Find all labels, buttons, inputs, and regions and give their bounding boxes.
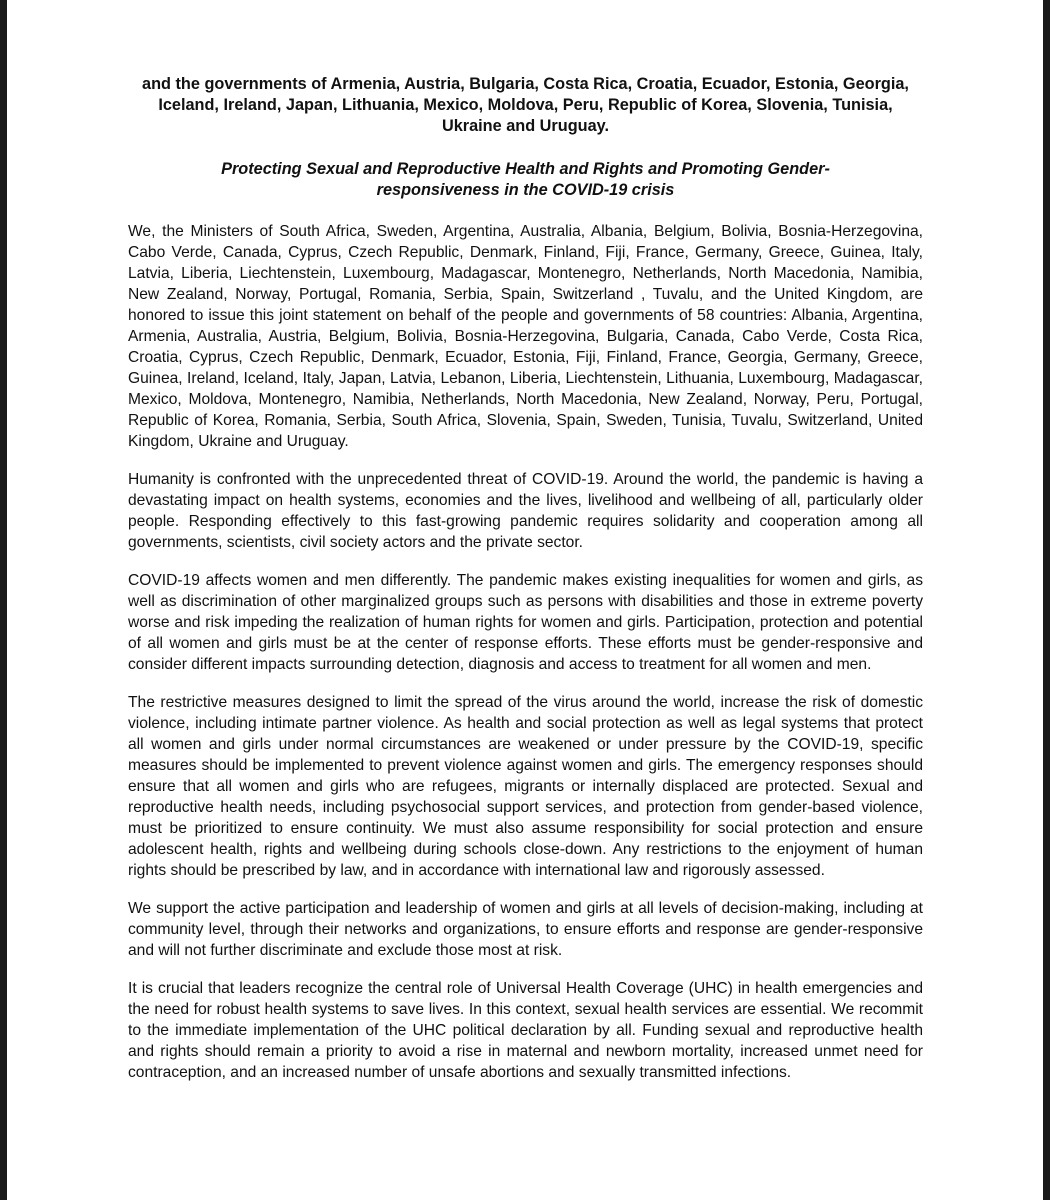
paragraph-uhc: It is crucial that leaders recognize the central role of Universal Health Coverage (UHC) in health emergencies and the need for robust health systems to save lives. In this context, sexual health services are essential. We recommit to the immediate implementation of the UHC political declaration by all. Funding sexual and reproductive health and rights should remain a priority to avoid a rise in maternal and newborn mortality, increased unmet need for contraception, and an increased number of unsafe abortions and sexually transmitted infections. [128,980,923,1081]
paragraph-humanity: Humanity is confronted with the unprecedented threat of COVID-19. Around the world, the pandemic is having a devastating impact on health systems, economies and the lives, livelihood and wellbeing of all, particularly older people. Responding effectively to this fast-growing pandemic requires solidarity and cooperation among all governments, scientists, civil society actors and the private sector. [128,471,923,551]
document-page [128,74,923,1083]
paragraph-covid-affects: COVID-19 affects women and men differently. The pandemic makes existing inequalities for women and girls, as well as discrimination of other marginalized groups such as persons with disabilities and those in extreme poverty worse and risk impeding the realization of human rights for women and girls. Participation, protection and potential of all women and girls must be at the center of response efforts. These efforts must be gender-responsive and consider different impacts surrounding detection, diagnosis and access to treatment for all women and men. [128,572,923,673]
right-dark-border [1043,0,1050,1200]
paragraph-participation: We support the active participation and leadership of women and girls at all levels of decision-making, including at community level, through their networks and organizations, to ensure efforts and response are gender-responsive and will not further discriminate and exclude those most at risk. [128,900,923,959]
governments-list: and the governments of Armenia, Austria, Bulgaria, Costa Rica, Croatia, Ecuador, Estonia, Georgia, Iceland, Ireland, Japan, Lithuania, Mexico, Moldova, Peru, Republic of Korea, Slovenia, Tunisia, Ukraine and Uruguay. [142,75,909,135]
paragraph-restrictive-measures: The restrictive measures designed to limit the spread of the virus around the world, increase the risk of domestic violence, including intimate partner violence. As health and social protection as well as legal systems that protect all women and girls under normal circumstances are weakened or under pressure by the COVID-19, specific measures should be implemented to prevent violence against women and girls. The emergency responses should ensure that all women and girls who are refugees, migrants or internally displaced are protected. Sexual and reproductive health needs, including psychosocial support services, and protection from gender-based violence, must be prioritized to ensure continuity. We must also assume responsibility for social protection and ensure adolescent health, rights and wellbeing during schools close-down. Any restrictions to the enjoyment of human rights should be prescribed by law, and in accordance with international law and rigorously assessed. [128,694,923,879]
paragraph-ministers: We, the Ministers of South Africa, Sweden, Argentina, Australia, Albania, Belgium, Bolivia, Bosnia-Herzegovina, Cabo Verde, Canada, Cyprus, Czech Republic, Denmark, Finland, Fiji, France, Germany, Greece, Guinea, Italy, Latvia, Liberia, Liechtenstein, Luxembourg, Madagascar, Montenegro, Netherlands, North Macedonia, Namibia, New Zealand, Norway, Portugal, Romania, Serbia, Spain, Switzerland , Tuvalu, and the United Kingdom, are honored to issue this joint statement on behalf of the people and governments of 58 countries: Albania, Argentina, Armenia, Australia, Austria, Belgium, Bolivia, Bosnia-Herzegovina, Bulgaria, Canada, Cabo Verde, Costa Rica, Croatia, Cyprus, Czech Republic, Denmark, Ecuador, Estonia, Fiji, Finland, France, Georgia, Germany, Greece, Guinea, Ireland, Iceland, Italy, Japan, Latvia, Lebanon, Liberia, Liechtenstein, Lithuania, Luxembourg, Madagascar, Mexico, Moldova, Montenegro, Namibia, Netherlands, North Macedonia, New Zealand, Norway, Peru, Portugal, Republic of Korea, Romania, Serbia, South Africa, Slovenia, Spain, Sweden, Tunisia, Tuvalu, Switzerland, United Kingdom, Ukraine and Uruguay. [128,223,923,450]
document-title: Protecting Sexual and Reproductive Health and Rights and Promoting Gender-responsiveness in the COVID-19 crisis [221,160,830,199]
left-dark-border [0,0,7,1200]
